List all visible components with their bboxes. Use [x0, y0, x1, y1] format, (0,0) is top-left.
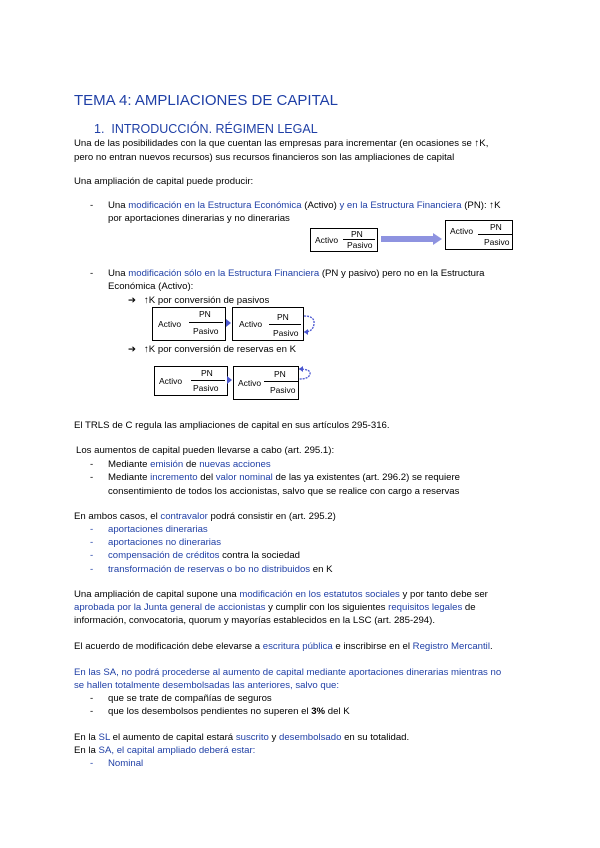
text: y cumplir con los siguientes [265, 602, 389, 613]
dash: - [90, 472, 94, 483]
highlight: contravalor [160, 511, 208, 522]
dash: - [90, 758, 94, 769]
text: Una ampliación de capital supone una [74, 589, 240, 600]
highlight: modificación sólo en la Estructura Financiera [128, 268, 320, 279]
modificacion-line-1 [74, 589, 488, 601]
sl-paragraph [74, 732, 409, 744]
balance-box-before [310, 228, 378, 252]
pn-label: PN [490, 222, 502, 232]
bullet1-line2: por aportaciones dinerarias y no dinerarias [108, 213, 290, 224]
arrow-head-icon [433, 233, 442, 245]
modificacion-line-3: información, convocatoria, quorum y mayorías establecidos en la LSC (art. 285-294). [74, 615, 436, 626]
text: el aumento de capital estará [109, 732, 236, 743]
activo-label: Activo [158, 319, 182, 329]
highlight: compensación de créditos [108, 550, 220, 561]
contravalor-item-3 [108, 550, 300, 562]
highlight: SA [98, 745, 112, 756]
highlight: incremento [150, 472, 198, 483]
arrow-right-icon [381, 236, 433, 242]
activo-label: Activo [159, 376, 183, 386]
text: En la [74, 732, 99, 743]
bullet2-line1 [108, 268, 484, 280]
dash: - [90, 550, 94, 561]
contravalor-intro [74, 511, 336, 523]
highlight: modificación en los estatutos sociales [239, 589, 400, 600]
text: (PN y pasivo) pero no en la Estructura [319, 268, 485, 279]
page-title: TEMA 4: AMPLIACIONES DE CAPITAL [74, 92, 338, 109]
activo-label: Activo [239, 319, 263, 329]
sa-item-2 [108, 706, 350, 718]
highlight: nuevas acciones [199, 459, 271, 470]
divider [189, 322, 223, 323]
text: en K [310, 564, 333, 575]
cycle-arrow-icon [302, 313, 316, 335]
sa-item-1: que se trate de compañías de seguros [108, 693, 272, 704]
arrow-right-icon [226, 319, 231, 327]
text: en su totalidad. [341, 732, 410, 743]
divider [478, 234, 512, 235]
balance-box-2b [232, 307, 304, 341]
dash: - [90, 706, 94, 717]
text: y por tanto debe ser [399, 589, 488, 600]
intro-line-1: Una de las posibilidades con la que cuentan las empresas para incrementar (en ocasiones se ↑K, [74, 138, 489, 149]
balance-box-2a [152, 307, 226, 341]
dash: - [90, 268, 94, 279]
pn-label: PN [277, 312, 289, 322]
text: de [183, 459, 200, 470]
contravalor-item-4 [108, 564, 333, 576]
aumentos-intro: Los aumentos de capital pueden llevarse a cabo (art. 295.1): [76, 445, 335, 456]
sub-item-2: ↑K por conversión de reservas en K [144, 344, 296, 355]
dash: - [90, 537, 94, 548]
bullet2-line2: Económica (Activo): [108, 281, 194, 292]
acuerdo-paragraph [74, 641, 493, 653]
divider [264, 381, 298, 382]
text: El acuerdo de modificación debe elevarse a [74, 641, 263, 652]
text: (Activo) [301, 200, 340, 211]
highlight: y en la Estructura Financiera [339, 200, 462, 211]
contravalor-item-2: aportaciones no dinerarias [108, 537, 222, 548]
pasivo-label: Pasivo [270, 385, 296, 395]
dash: - [90, 200, 94, 211]
highlight: valor nominal [215, 472, 273, 483]
sa-line-2: se hallen totalmente desembolsadas las anteriores, salvo que: [74, 680, 340, 691]
dash: - [90, 524, 94, 535]
activo-label: Activo [238, 378, 262, 388]
activo-label: Activo [315, 235, 339, 245]
highlight: SL [98, 732, 110, 743]
text: y [268, 732, 280, 743]
highlight: , el capital ampliado deberá estar: [111, 745, 256, 756]
text: Mediante [108, 472, 151, 483]
sa2-item: Nominal [108, 758, 144, 769]
pasivo-label: Pasivo [347, 240, 373, 250]
sa-line-1: En las SA, no podrá procederse al aumento de capital mediante aportaciones dinerarias mientras no [74, 667, 502, 678]
pasivo-label: Pasivo [273, 328, 299, 338]
text: podrá consistir en (art. 295.2) [207, 511, 336, 522]
pasivo-label: Pasivo [193, 383, 219, 393]
text: (PN): ↑K [461, 200, 501, 211]
highlight: emisión [150, 459, 184, 470]
highlight: Registro Mercantil [412, 641, 490, 652]
arrow-right-icon [227, 376, 232, 384]
text: Mediante [108, 459, 151, 470]
dash: - [90, 693, 94, 704]
intro-line-2: pero no entran nuevos recursos) sus recursos financieros son las ampliaciones de capital [74, 152, 455, 163]
puede-producir: Una ampliación de capital puede producir: [74, 176, 254, 187]
highlight: transformación de reservas o bo no distribuidos [108, 564, 311, 575]
aumentos-item-2-line2: consentimiento de todos los accionistas, salvo que se realice con cargo a reservas [108, 486, 460, 497]
divider [191, 380, 225, 381]
highlight: escritura pública [262, 641, 333, 652]
balance-box-3a [154, 366, 228, 396]
section-heading: 1. INTRODUCCIÓN. RÉGIMEN LEGAL [94, 122, 318, 136]
pasivo-label: Pasivo [193, 326, 219, 336]
highlight: 3% [311, 706, 326, 717]
balance-box-3b [233, 366, 299, 400]
activo-label: Activo [450, 226, 474, 236]
text: de las ya existentes (art. 296.2) se requiere [272, 472, 460, 483]
dash: - [90, 564, 94, 575]
text: e inscribirse en el [332, 641, 413, 652]
text: de [462, 602, 476, 613]
text: del [197, 472, 216, 483]
pasivo-label: Pasivo [484, 237, 510, 247]
highlight: aprobada por la Junta general de accionistas [74, 602, 266, 613]
pn-label: PN [274, 369, 286, 379]
text: . [489, 641, 493, 652]
highlight: desembolsado [279, 732, 342, 743]
sub-item-1: ↑K por conversión de pasivos [144, 295, 270, 306]
text: contra la sociedad [219, 550, 300, 561]
pn-label: PN [201, 368, 213, 378]
pn-label: PN [199, 309, 211, 319]
bullet1-line1 [108, 200, 500, 212]
dash: - [90, 459, 94, 470]
aumentos-item-1 [108, 459, 271, 471]
text: Una [108, 200, 129, 211]
arrow-icon: ➔ [128, 295, 137, 306]
cycle-arrow-icon [297, 366, 313, 382]
text: Una [108, 268, 129, 279]
text: En ambos casos, el [74, 511, 161, 522]
balance-box-after [445, 220, 513, 250]
arrow-icon: ➔ [128, 344, 137, 355]
text: En la [74, 745, 99, 756]
highlight: suscrito [235, 732, 269, 743]
modificacion-line-2 [74, 602, 476, 614]
sa2-paragraph [74, 745, 255, 757]
text: que los desembolsos pendientes no superen el [108, 706, 312, 717]
highlight: modificación en la Estructura Económica [128, 200, 302, 211]
contravalor-item-1: aportaciones dinerarias [108, 524, 208, 535]
aumentos-item-2 [108, 472, 460, 484]
divider [269, 324, 301, 325]
trlsc-paragraph: El TRLS de C regula las ampliaciones de capital en sus artículos 295-316. [74, 420, 390, 431]
pn-label: PN [351, 229, 363, 239]
highlight: requisitos legales [388, 602, 463, 613]
text: del K [325, 706, 350, 717]
